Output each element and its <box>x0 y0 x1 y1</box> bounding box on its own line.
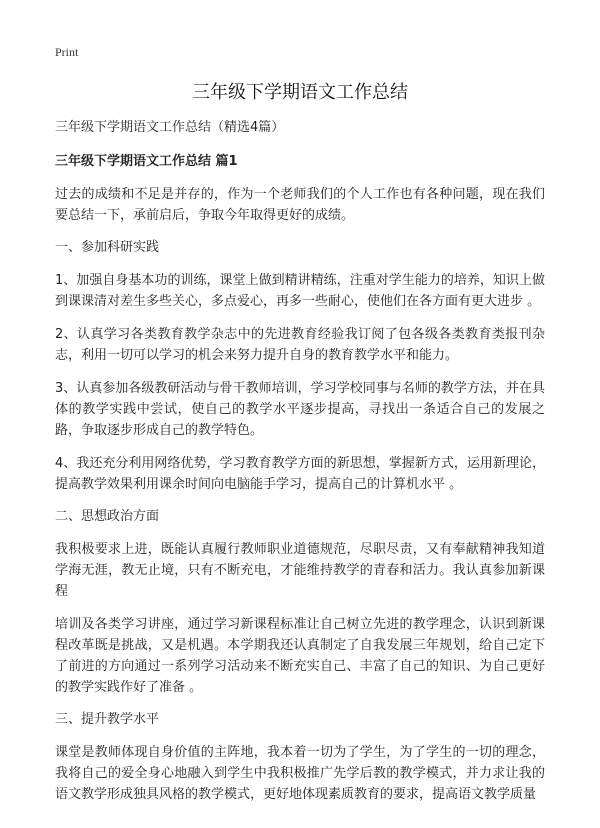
heading-ideology: 二、思想政治方面 <box>55 509 160 524</box>
paragraph-teaching: 课堂是教师体现自身价值的主阵地，我本着一切为了学生，为了学生的一切的理念，我将自己的爱全身心地融入到学生中我积极推广先学后教的教学模式，并力求让我的语文教学形成独具风格的教学模式，更好地体现素质教育的要求，提高语文教学质量 <box>55 745 545 802</box>
paragraph-ideology-1: 我积极要求上进，既能认真履行教师职业道德规范，尽职尽责，又有奉献精神我知道学海无涯，教无止境，只有不断充电，才能维持教学的青春和活力。我认真参加新课程 <box>55 542 545 599</box>
section-title: 三年级下学期语文工作总结 篇1 <box>55 154 238 169</box>
paragraph-intro: 过去的成绩和不足是并存的，作为一个老师我们的个人工作也有各种问题，现在我们要总结一下，承前启后，争取今年取得更好的成绩。 <box>55 187 545 223</box>
paragraph-item-4: 4、我还充分利用网络优势，学习教育教学方面的新思想，掌握新方式，运用新理论，提高教学效果利用课余时间向电脑能手学习，提高自己的计算机水平 。 <box>55 456 545 492</box>
paragraph-item-2: 2、认真学习各类教育教学杂志中的先进教育经验我订阅了包各级各类教育类报刊杂志，利用一切可以学习的机会来努力提升自身的教育教学水平和能力。 <box>55 327 545 363</box>
heading-teaching: 三、提升教学水平 <box>55 712 160 727</box>
paragraph-item-3: 3、认真参加各级教研活动与骨干教师培训，学习学校同事与名师的教学方法，并在具体的教学实践中尝试，使自己的教学水平逐步提高，寻找出一条适合自己的发展之路，争取逐步形成自己的教学特色。 <box>55 381 545 438</box>
paragraph-item-1: 1、加强自身基本功的训练，课堂上做到精讲精练，注重对学生能力的培养，知识上做到课课清对差生多些关心，多点爱心，再多一些耐心，使他们在各方面有更大进步 。 <box>55 273 545 309</box>
page-title: 三年级下学期语文工作总结 <box>192 82 408 103</box>
subtitle: 三年级下学期语文工作总结（精选4篇） <box>55 120 285 135</box>
print-link[interactable]: Print <box>55 45 79 59</box>
heading-research: 一、参加科研实践 <box>55 240 160 255</box>
paragraph-ideology-2: 培训及各类学习讲座，通过学习新课程标准让自己树立先进的教学理念，认识到新课程改革既是挑战，又是机遇。本学期我还认真制定了自我发展三年规划，给自己定下了前进的方向通过一系列学习活动来不断充实自己、丰富了自己的知识、为自己更好的教学实践作好了准备 。 <box>55 617 545 695</box>
